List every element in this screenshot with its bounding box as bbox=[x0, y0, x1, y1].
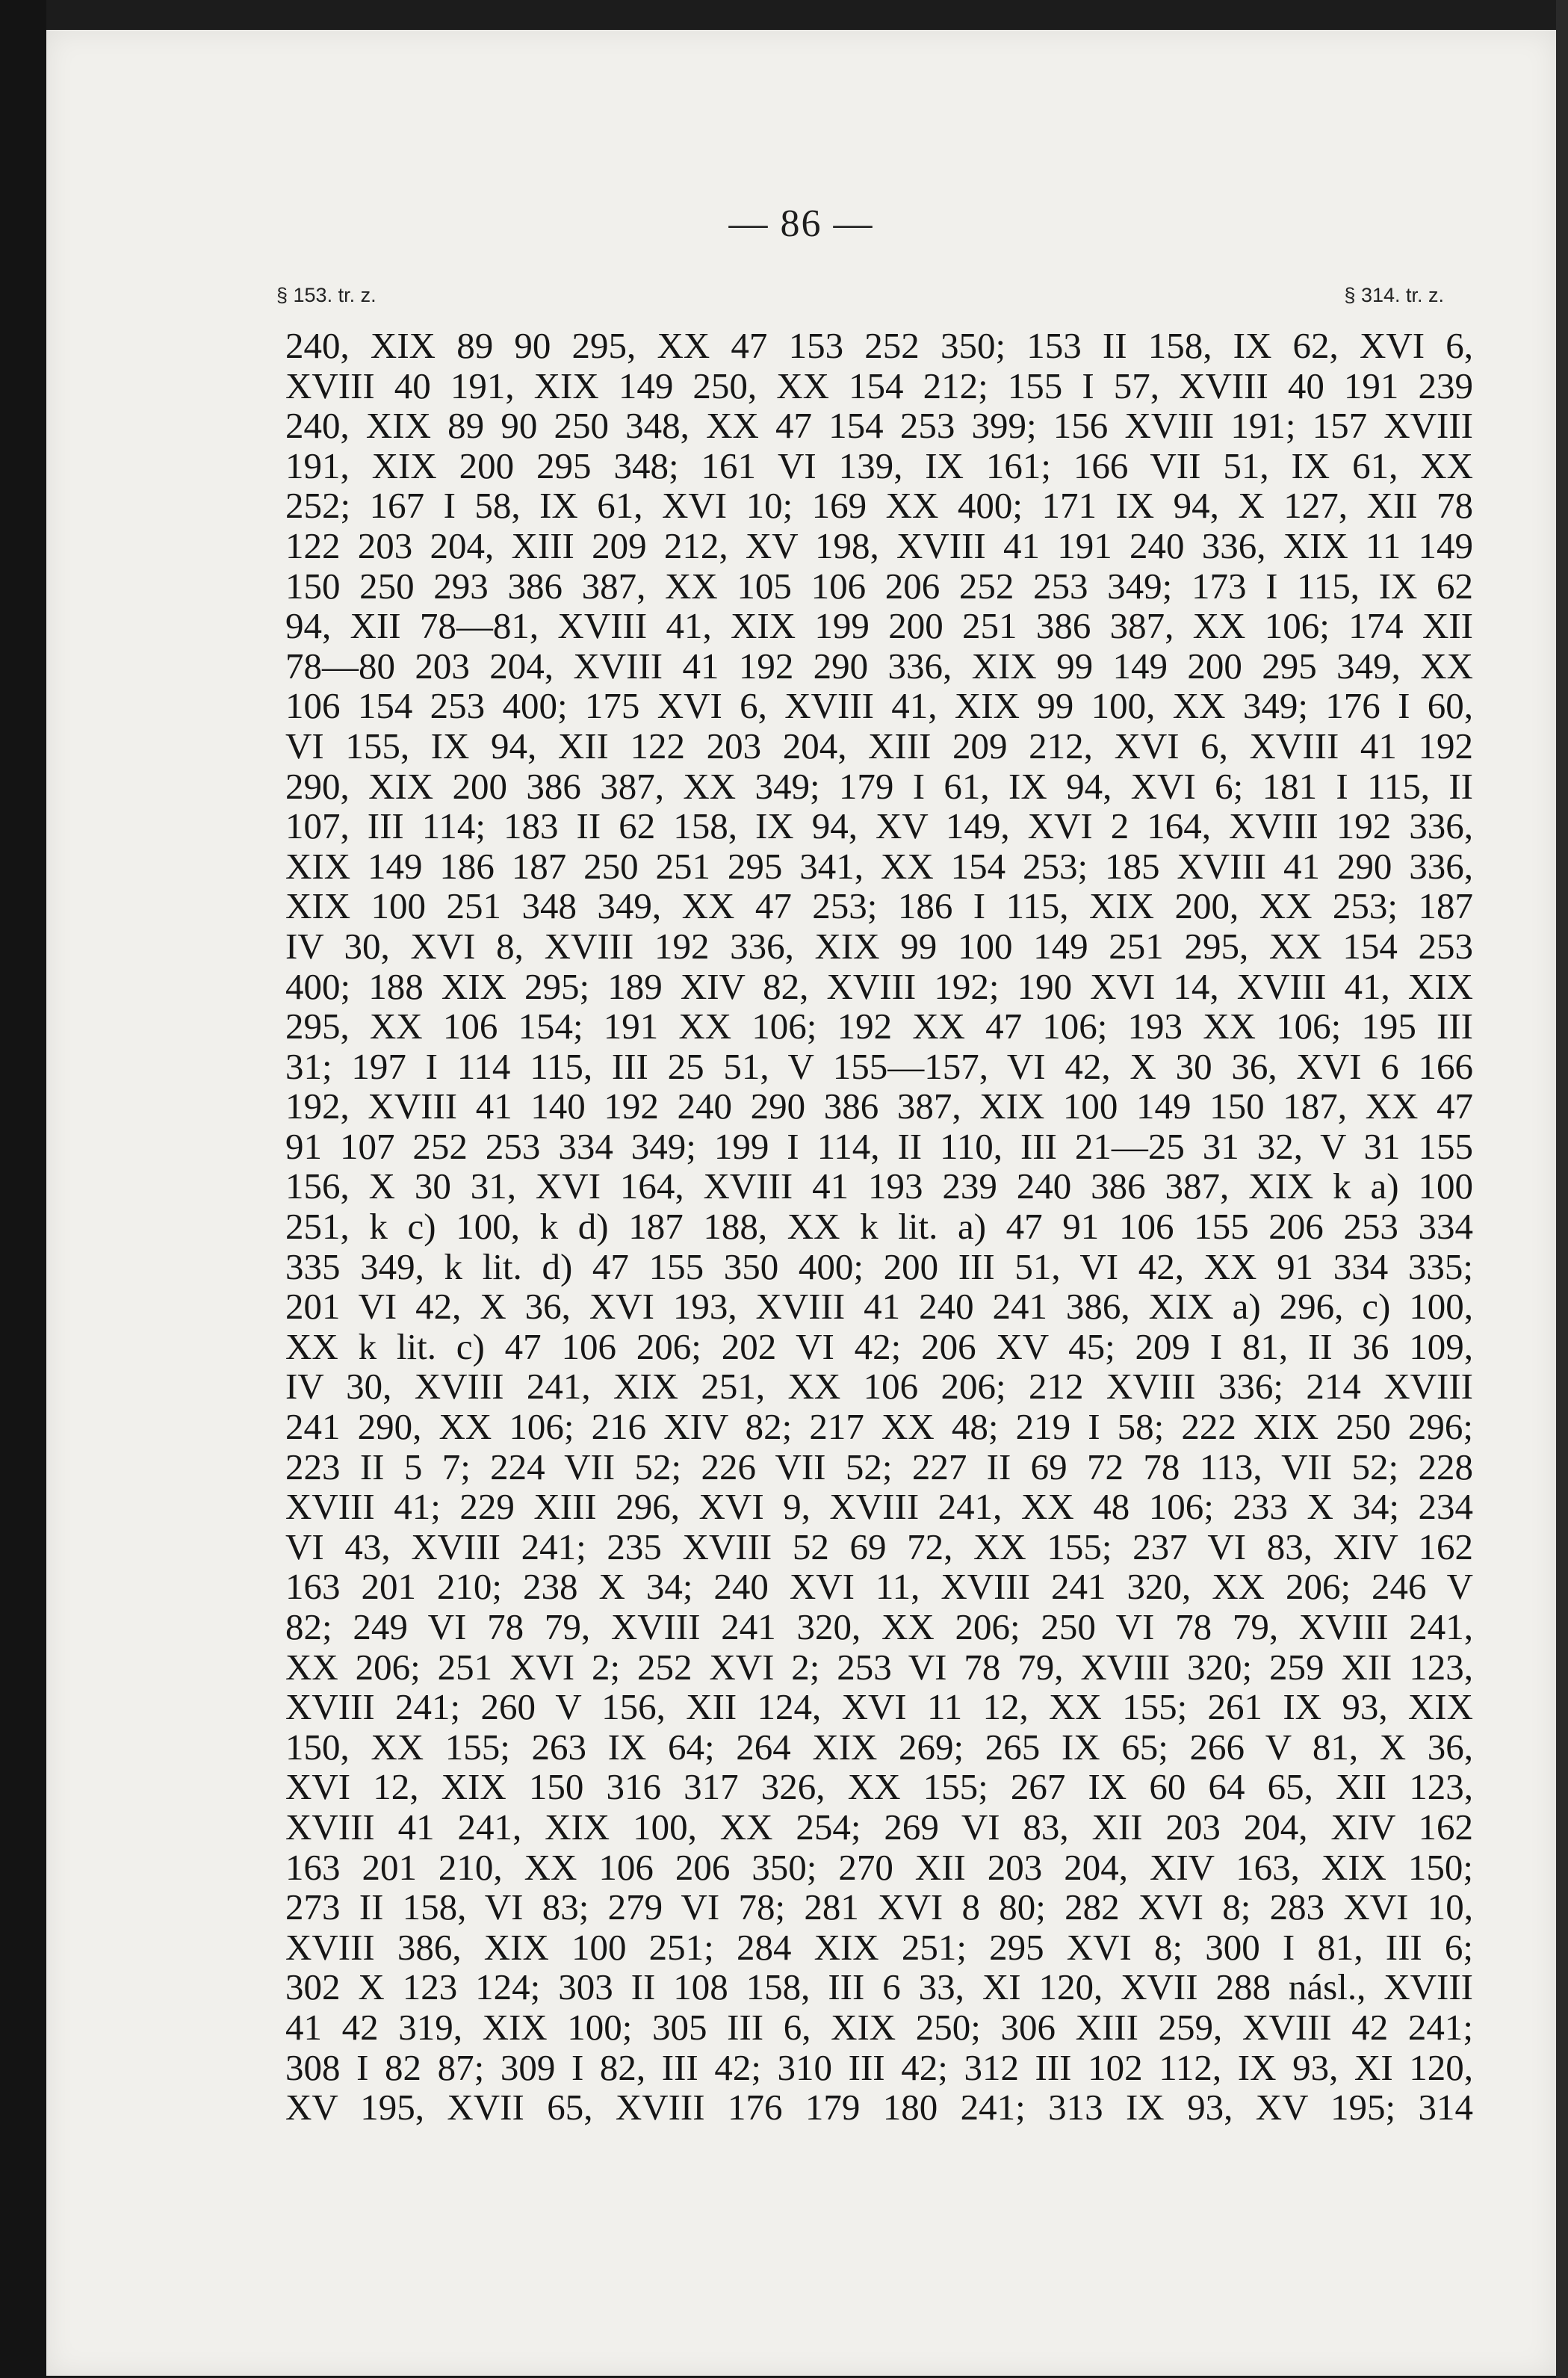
text-line: 122 203 204, XIII 209 212, XV 198, XVIII 41 191 240 336, XIX 11 149 bbox=[285, 524, 1473, 566]
text-line: VI 43, XVIII 241; 235 XVIII 52 69 72, XX 155; 237 VI 83, XIV 162 bbox=[285, 1526, 1473, 1567]
text-line: 106 154 253 400; 175 XVI 6, XVIII 41, XIX 99 100, XX 349; 176 I 60, bbox=[285, 685, 1473, 727]
index-text-block bbox=[285, 326, 1473, 2128]
text-line: XVIII 41; 229 XIII 296, XVI 9, XVIII 241, XX 48 106; 233 X 34; 234 bbox=[285, 1486, 1473, 1528]
text-line: 308 I 82 87; 309 I 82, III 42; 310 III 42; 312 III 102 112, IX 93, XI 120, bbox=[285, 2046, 1473, 2088]
text-line: 223 II 5 7; 224 VII 52; 226 VII 52; 227 II 69 72 78 113, VII 52; 228 bbox=[285, 1446, 1473, 1487]
text-line: 150, XX 155; 263 IX 64; 264 XIX 269; 265 IX 65; 266 V 81, X 36, bbox=[285, 1726, 1473, 1768]
text-line: 163 201 210; 238 X 34; 240 XVI 11, XVIII 241 320, XX 206; 246 V bbox=[285, 1566, 1473, 1608]
text-line: XVIII 386, XIX 100 251; 284 XIX 251; 295 XVI 8; 300 I 81, III 6; bbox=[285, 1926, 1473, 1968]
text-line: 192, XVIII 41 140 192 240 290 386 387, XIX 100 149 150 187, XX 47 bbox=[285, 1086, 1473, 1127]
text-line: 240, XIX 89 90 295, XX 47 153 252 350; 153 II 158, IX 62, XVI 6, bbox=[285, 325, 1473, 366]
text-line: XVIII 41 241, XIX 100, XX 254; 269 VI 83, XII 203 204, XIV 162 bbox=[285, 1806, 1473, 1848]
scan-top-edge bbox=[0, 0, 1568, 30]
text-line: 273 II 158, VI 83; 279 VI 78; 281 XVI 8 80; 282 XVI 8; 283 XVI 10, bbox=[285, 1886, 1473, 1928]
text-line: 94, XII 78—81, XVIII 41, XIX 199 200 251 386 387, XX 106; 174 XII bbox=[285, 605, 1473, 647]
text-line: VI 155, IX 94, XII 122 203 204, XIII 209 212, XVI 6, XVIII 41 192 bbox=[285, 725, 1473, 767]
text-line: XIX 149 186 187 250 251 295 341, XX 154 253; 185 XVIII 41 290 336, bbox=[285, 845, 1473, 887]
text-line: 290, XIX 200 386 387, XX 349; 179 I 61, IX 94, XVI 6; 181 I 115, II bbox=[285, 765, 1473, 807]
text-line: 240, XIX 89 90 250 348, XX 47 154 253 399; 156 XVIII 191; 157 XVIII bbox=[285, 405, 1473, 447]
scan-right-edge bbox=[1556, 0, 1568, 2378]
text-line: 82; 249 VI 78 79, XVIII 241 320, XX 206; 250 VI 78 79, XVIII 241, bbox=[285, 1606, 1473, 1647]
text-line: IV 30, XVIII 241, XIX 251, XX 106 206; 212 XVIII 336; 214 XVIII bbox=[285, 1366, 1473, 1408]
text-line: 41 42 319, XIX 100; 305 III 6, XIX 250; 306 XIII 259, XVIII 42 241; bbox=[285, 2006, 1473, 2048]
text-line: 31; 197 I 114 115, III 25 51, V 155—157, VI 42, X 30 36, XVI 6 166 bbox=[285, 1045, 1473, 1087]
text-line: 252; 167 I 58, IX 61, XVI 10; 169 XX 400; 171 IX 94, X 127, XII 78 bbox=[285, 485, 1473, 527]
text-line: 107, III 114; 183 II 62 158, IX 94, XV 149, XVI 2 164, XVIII 192 336, bbox=[285, 805, 1473, 847]
running-head-left: § 153. tr. z. bbox=[276, 284, 376, 306]
text-line: XVI 12, XIX 150 316 317 326, XX 155; 267 IX 60 64 65, XII 123, bbox=[285, 1766, 1473, 1808]
text-line: XVIII 241; 260 V 156, XII 124, XVI 11 12, XX 155; 261 IX 93, XIX bbox=[285, 1686, 1473, 1728]
page-number: — 86 — bbox=[728, 202, 874, 245]
text-line: 251, k c) 100, k d) 187 188, XX k lit. a) 47 91 106 155 206 253 334 bbox=[285, 1206, 1473, 1248]
text-line: XIX 100 251 348 349, XX 47 253; 186 I 115, XIX 200, XX 253; 187 bbox=[285, 885, 1473, 927]
text-line: 201 VI 42, X 36, XVI 193, XVIII 41 240 241 386, XIX a) 296, c) 100, bbox=[285, 1286, 1473, 1328]
text-line: 335 349, k lit. d) 47 155 350 400; 200 III 51, VI 42, XX 91 334 335; bbox=[285, 1245, 1473, 1287]
text-line: 156, X 30 31, XVI 164, XVIII 41 193 239 240 386 387, XIX k a) 100 bbox=[285, 1165, 1473, 1207]
text-line: XX k lit. c) 47 106 206; 202 VI 42; 206 XV 45; 209 I 81, II 36 109, bbox=[285, 1325, 1473, 1367]
text-line: 295, XX 106 154; 191 XX 106; 192 XX 47 106; 193 XX 106; 195 III bbox=[285, 1006, 1473, 1047]
text-line: 302 X 123 124; 303 II 108 158, III 6 33, XI 120, XVII 288 násl., XVIII bbox=[285, 1966, 1473, 2008]
text-line: XV 195, XVII 65, XVIII 176 179 180 241; 313 IX 93, XV 195; 314 bbox=[285, 2087, 1473, 2128]
book-page bbox=[46, 30, 1556, 2376]
scan-left-edge bbox=[0, 0, 46, 2378]
text-line: 400; 188 XIX 295; 189 XIV 82, XVIII 192; 190 XVI 14, XVIII 41, XIX bbox=[285, 965, 1473, 1007]
text-line: 163 201 210, XX 106 206 350; 270 XII 203 204, XIV 163, XIX 150; bbox=[285, 1846, 1473, 1888]
text-line: 91 107 252 253 334 349; 199 I 114, II 110, III 21—25 31 32, V 31 155 bbox=[285, 1125, 1473, 1167]
text-line: 241 290, XX 106; 216 XIV 82; 217 XX 48; 219 I 58; 222 XIX 250 296; bbox=[285, 1406, 1473, 1448]
text-line: 191, XIX 200 295 348; 161 VI 139, IX 161; 166 VII 51, IX 61, XX bbox=[285, 445, 1473, 486]
running-head-right: § 314. tr. z. bbox=[1344, 284, 1444, 306]
text-line: IV 30, XVI 8, XVIII 192 336, XIX 99 100 149 251 295, XX 154 253 bbox=[285, 925, 1473, 967]
text-line: XVIII 40 191, XIX 149 250, XX 154 212; 155 I 57, XVIII 40 191 239 bbox=[285, 365, 1473, 406]
text-line: XX 206; 251 XVI 2; 252 XVI 2; 253 VI 78 79, XVIII 320; 259 XII 123, bbox=[285, 1646, 1473, 1688]
text-line: 78—80 203 204, XVIII 41 192 290 336, XIX 99 149 200 295 349, XX bbox=[285, 645, 1473, 687]
text-line: 150 250 293 386 387, XX 105 106 206 252 253 349; 173 I 115, IX 62 bbox=[285, 565, 1473, 607]
